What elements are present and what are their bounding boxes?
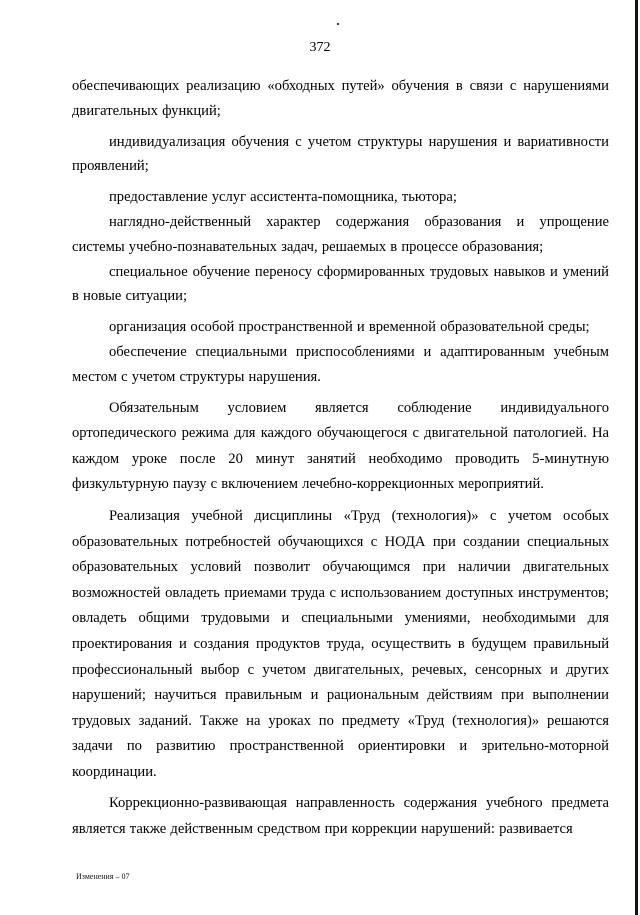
list-item-environment: организация особой пространственной и временной образовательной среды;: [109, 319, 590, 336]
scan-edge: [635, 0, 638, 915]
scan-speck: [337, 23, 339, 25]
footer-revision: Изменения – 07: [76, 872, 130, 881]
body-text: [72, 74, 609, 843]
list-item-visual-method: наглядно-действенный характер содержания образования и упрощение системы учебно-познавательных задач, решаемых в процессе образования;: [72, 213, 609, 255]
page-number: 372: [309, 40, 331, 55]
paragraph-labor-technology: Реализация учебной дисциплины «Труд (технология)» с учетом особых образовательных потребностей обучающихся с НОДА при создании специальных образовательных условий позволит обучающимся при наличии двигательных возможностей овладеть приемами труда с использованием доступных инструментов; овладеть общими трудовыми и специальными умениями, необходимыми для проектирования и создания продуктов труда, осуществить в будущем правильный профессиональный выбор с учетом двигательных, речевых, сенсорных и других нарушений; научиться правильным и рациональным действиям при выполнении трудовых заданий. Также на уроках по предмету «Труд (технология)» решаются задачи по развитию пространственной ориентировки и зрительно-моторной координации.: [72, 507, 609, 780]
paragraph-correction: Коррекционно-развивающая направленность содержания учебного предмета является также действенным средством при коррекции нарушений: развивается: [72, 795, 609, 838]
list-item-individualization: индивидуализация обучения с учетом структуры нарушения и вариативности проявлений;: [72, 133, 609, 175]
list-item-equipment: обеспечение специальными приспособлениями и адаптированным учебным местом с учетом структуры нарушения.: [72, 343, 609, 385]
list-item-assistant: предоставление услуг ассистента-помощника, тьютора;: [109, 189, 457, 206]
list-item-skill-transfer: специальное обучение переносу сформированных трудовых навыков и умений в новые ситуации;: [72, 263, 609, 305]
paragraph-orthopedic-regime: Обязательным условием является соблюдение индивидуального ортопедического режима для каждого обучающегося с двигательной патологией. На каждом уроке после 20 минут занятий необходимо проводить 5-минутную физкультурную паузу с включением лечебно-коррекционных мероприятий.: [72, 399, 609, 493]
paragraph-continuation: обеспечивающих реализацию «обходных путей» обучения в связи с нарушениями двигательных функций;: [72, 78, 609, 119]
